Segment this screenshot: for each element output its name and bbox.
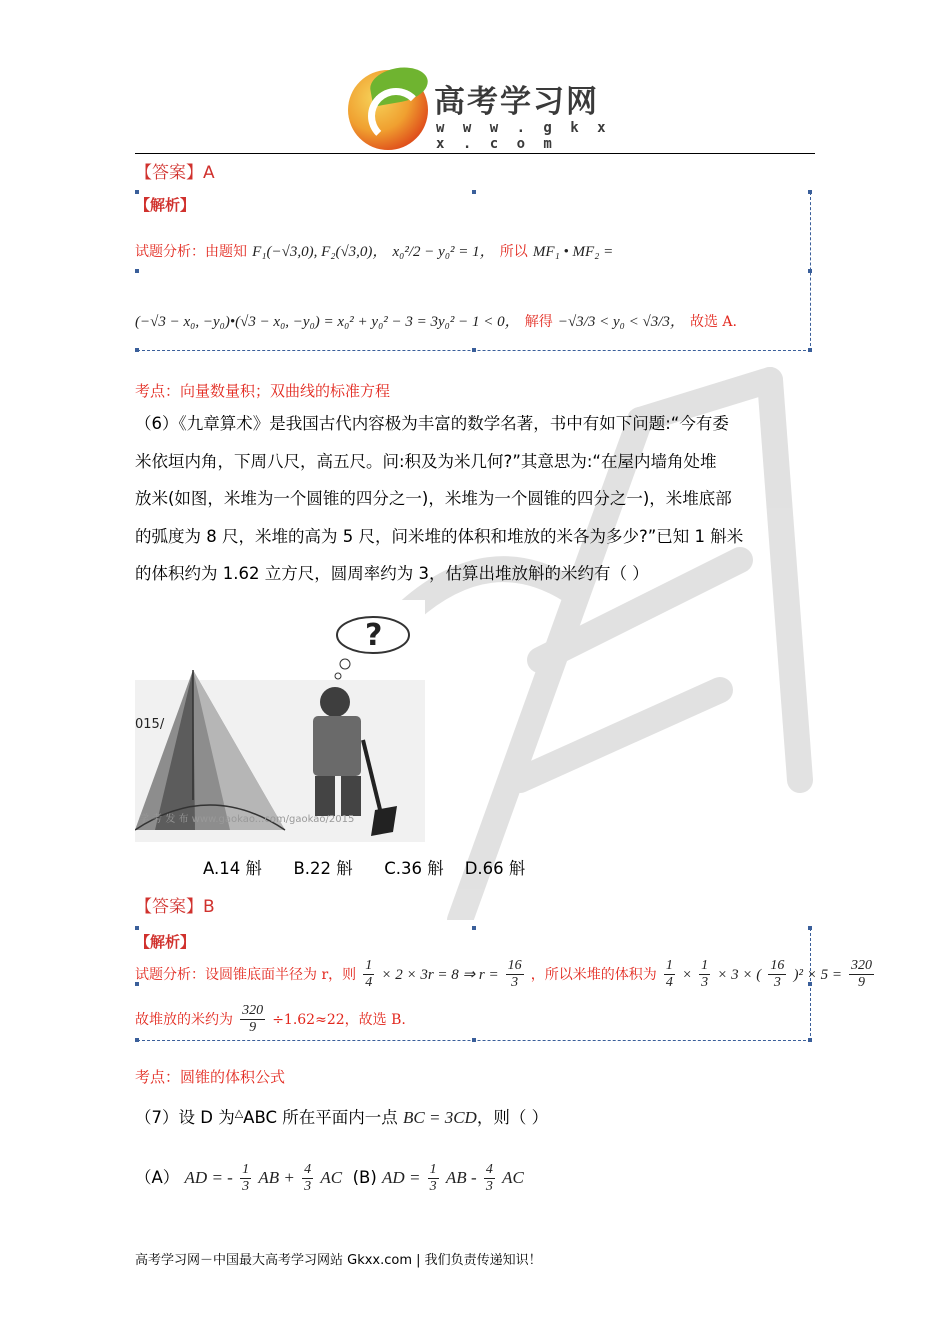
q5-line1-prefix: 试题分析：由题知 (135, 244, 247, 260)
q7-option-a-math: AD = - (184, 1168, 233, 1187)
q6-analysis-line1: 试题分析：设圆锥底面半径为 r，则 $\frac{1}{4}$ × 2 × 3r = 8 ⇒ r = $\frac{16}{3}$ ，所以米堆的体积为 $\frac{1}{4}$ × $\frac{1}{3}$ × 3 × ( $\frac{16}{3}$ )² × 5 = $\frac{320}{9}$ (135, 958, 873, 990)
q6-line1-tail: × 3 × ( (717, 967, 762, 983)
figure-label: 015/ (135, 717, 165, 732)
q6-analysis-label: 【解析】 (135, 933, 196, 951)
q5-line1-vec: MF₁ • MF₂ = (532, 244, 614, 260)
logo-emblem (348, 70, 428, 150)
q5-kaodian: 考点：向量数量积；双曲线的标准方程 (135, 382, 391, 400)
q7-option-b-label: (B) (352, 1168, 377, 1187)
fraction-16-3: $\frac{16}{3}$ (507, 958, 522, 990)
logo-url: w w w . g k x x . c o m (436, 120, 611, 152)
fraction-1-3: $\frac{1}{3}$ (701, 958, 709, 990)
q6-line1-tail2: )² × 5 = (793, 967, 842, 983)
q5-line2-solve: 解得 (524, 314, 553, 330)
swirl-icon (368, 88, 424, 144)
fraction-16-3: $\frac{16}{3}$ (770, 958, 785, 990)
q7-stem-suffix: ，则（ ） (476, 1108, 549, 1127)
logo-title: 高考学习网 (434, 84, 599, 120)
q6-line1-math: × 2 × 3r = 8 ⇒ r = (381, 967, 499, 983)
q5-line2-end: 故选 A. (689, 314, 737, 330)
fraction-1-3: $\frac{1}{3}$ (429, 1162, 437, 1194)
q6-line: （6）《九章算术》是我国古代内容极为丰富的数学名著，书中有如下问题:“今有委 (135, 414, 729, 433)
q7-stem-mid: ABC 所在平面内一点 (243, 1108, 398, 1127)
q7-stem (135, 1104, 548, 1128)
q6-choices: A.14 斛 B.22 斛 C.36 斛 D.66 斛 (203, 859, 526, 878)
fraction-1-4: $\frac{1}{4}$ (365, 958, 373, 990)
triangle-symbol: △ (234, 1106, 244, 1120)
q5-line1-math: F₁(−√3,0), F₂(√3,0)， (252, 244, 388, 260)
fraction-4-3: $\frac{4}{3}$ (304, 1162, 312, 1194)
q6-line1-mid: ，所以米堆的体积为 (530, 967, 657, 983)
q7-option-b-math: AD = (382, 1168, 421, 1187)
q6-line1-prefix: 试题分析：设圆锥底面半径为 r，则 (135, 967, 357, 983)
q6-answer: 【答案】B (135, 897, 215, 917)
q6-kaodian: 考点：圆锥的体积公式 (135, 1068, 286, 1086)
q7-stem-math: BC = 3CD (403, 1108, 477, 1127)
q5-analysis-line2 (135, 310, 737, 331)
q5-analysis-label: 【解析】 (135, 196, 196, 214)
q6-stem (135, 405, 825, 593)
fraction-320-9: $\frac{320}{9}$ (851, 958, 873, 990)
q7-option-a-label: （A） (135, 1168, 180, 1187)
q6-figure-rice-pile (135, 600, 425, 842)
header-rule (135, 153, 815, 154)
fraction-1-4: $\frac{1}{4}$ (665, 958, 673, 990)
q5-answer: 【答案】A (135, 163, 215, 183)
q6-line2-prefix: 故堆放的米约为 (135, 1012, 233, 1028)
q6-analysis-line2 (135, 1003, 406, 1036)
site-logo[interactable] (348, 70, 618, 150)
svg-text:?: ? (365, 618, 383, 653)
q7-options: （A） AD = - $\frac{1}{3}$ AB + $\frac{4}{3}$ AC (B) AD = $\frac{1}{3}$ AB - $\frac{4}{3}$ AC (135, 1162, 524, 1194)
figure-watermark: 学 考 发 布 www.gaokao...com/gaokao/2015 (139, 814, 355, 825)
q6-line: 的体积约为 1.62 立方尺，圆周率约为 3，估算出堆放斛的米约有（ ） (135, 564, 649, 583)
page-footer: 高考学习网－中国最大高考学习网站 Gkxx.com | 我们负责传递知识！ (135, 1253, 542, 1268)
fraction-1-3: $\frac{1}{3}$ (242, 1162, 250, 1194)
q6-line: 放米(如图，米堆为一个圆锥的四分之一)，米堆为一个圆锥的四分之一)，米堆底部 (135, 489, 732, 508)
q5-line1-eq: x₀²/2 − y₀² = 1， (392, 244, 495, 260)
q5-line2-range: −√3/3 < y₀ < √3/3， (557, 314, 685, 330)
q7-stem-prefix: （7）设 D 为 (135, 1108, 235, 1127)
q6-line: 米依垣内角，下周八尺，高五尺。问:积及为米几何?”其意思为:“在屋内墙角处堆 (135, 451, 717, 471)
q5-line2-math: (−√3 − x₀, −y₀)•(√3 − x₀, −y₀) = x₀² + y₀² − 3 = 3y₀² − 1 < 0， (135, 314, 520, 330)
q6-line: 的弧度为 8 尺，米堆的高为 5 尺，问米堆的体积和堆放的米各为多少?”已知 1 斛米 (135, 526, 744, 546)
q5-line1-suffix: 所以 (499, 244, 528, 260)
q5-analysis-line1 (135, 240, 613, 261)
q6-line2-suffix: ÷1.62≈22，故选 B. (272, 1012, 406, 1028)
fraction-320-9: $\frac{320}{9}$ (242, 1003, 264, 1035)
fraction-4-3: $\frac{4}{3}$ (485, 1162, 493, 1194)
